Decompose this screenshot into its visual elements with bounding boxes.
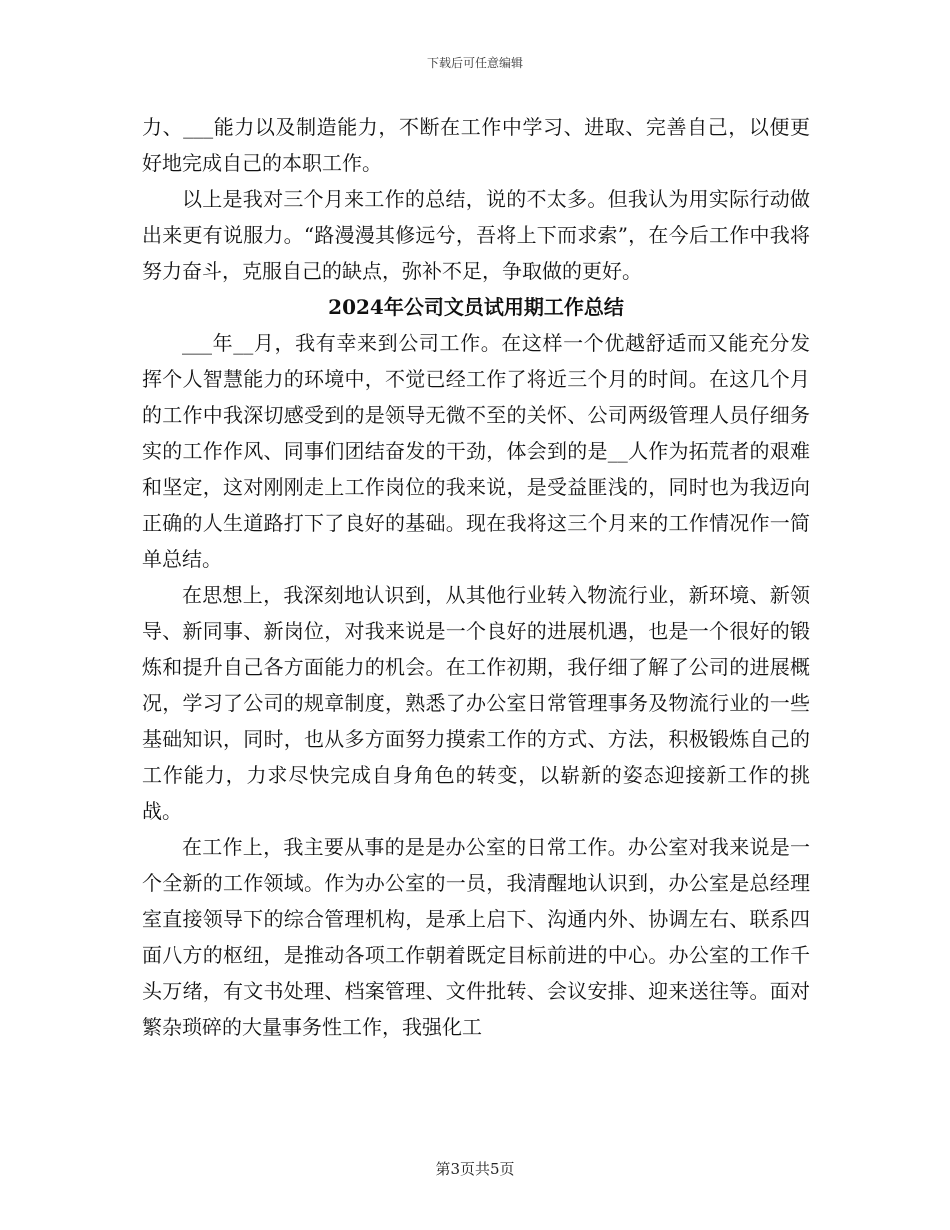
section-title: 2024年公司文员试用期工作总结 — [328, 295, 624, 319]
paragraph-thought: 在思想上，我深刻地认识到，从其他行业转入物流行业，新环境、新领导、新同事、新岗位，对我来说是一个良好的进展机遇，也是一个很好的锻炼和提升自己各方面能力的机会。在工作初期，我仔细了解了公司的进展概况，学习了公司的规章制度，熟悉了办公室日常管理事务及物流行业的一些基础知识，同时，也从多方面努力摸索工作的方式、方法，积极锻炼自己的工作能力，力求尽快完成自身角色的转变，以崭新的姿态迎接新工作的挑战。 — [142, 583, 810, 823]
paragraph-summary: 以上是我对三个月来工作的总结，说的不太多。但我认为用实际行动做出来更有说服力。“路漫漫其修远兮，吾将上下而求索”，在今后工作中我将努力奋斗，克服自己的缺点，弥补不足，争取做的更好。 — [142, 187, 810, 283]
document-body — [142, 109, 810, 1045]
page-number: 第3页共5页 — [435, 1160, 515, 1178]
paragraph-work: 在工作上，我主要从事的是是办公室的日常工作。办公室对我来说是一个全新的工作领域。作为办公室的一员，我清醒地认识到，办公室是总经理室直接领导下的综合管理机构，是承上启下、沟通内外、协调左右、联系四面八方的枢纽，是推动各项工作朝着既定目标前进的中心。办公室的工作千头万绪，有文书处理、档案管理、文件批转、会议安排、迎来送往等。面对繁杂琐碎的大量事务性工作，我强化工 — [142, 835, 810, 1039]
page-header-note: 下载后可任意编辑 — [426, 56, 523, 70]
paragraph-continuation: 力、___能力以及制造能力，不断在工作中学习、进取、完善自己，以便更好地完成自己的本职工作。 — [142, 115, 810, 175]
paragraph-intro: ___年__月，我有幸来到公司工作。在这样一个优越舒适而又能充分发挥个人智慧能力的环境中，不觉已经工作了将近三个月的时间。在这几个月的工作中我深切感受到的是领导无微不至的关怀、公司两级管理人员仔细务实的工作作风、同事们团结奋发的干劲，体会到的是__人作为拓荒者的艰难和坚定，这对刚刚走上工作岗位的我来说，是受益匪浅的，同时也为我迈向正确的人生道路打下了良好的基础。现在我将这三个月来的工作情况作一简单总结。 — [142, 331, 810, 571]
